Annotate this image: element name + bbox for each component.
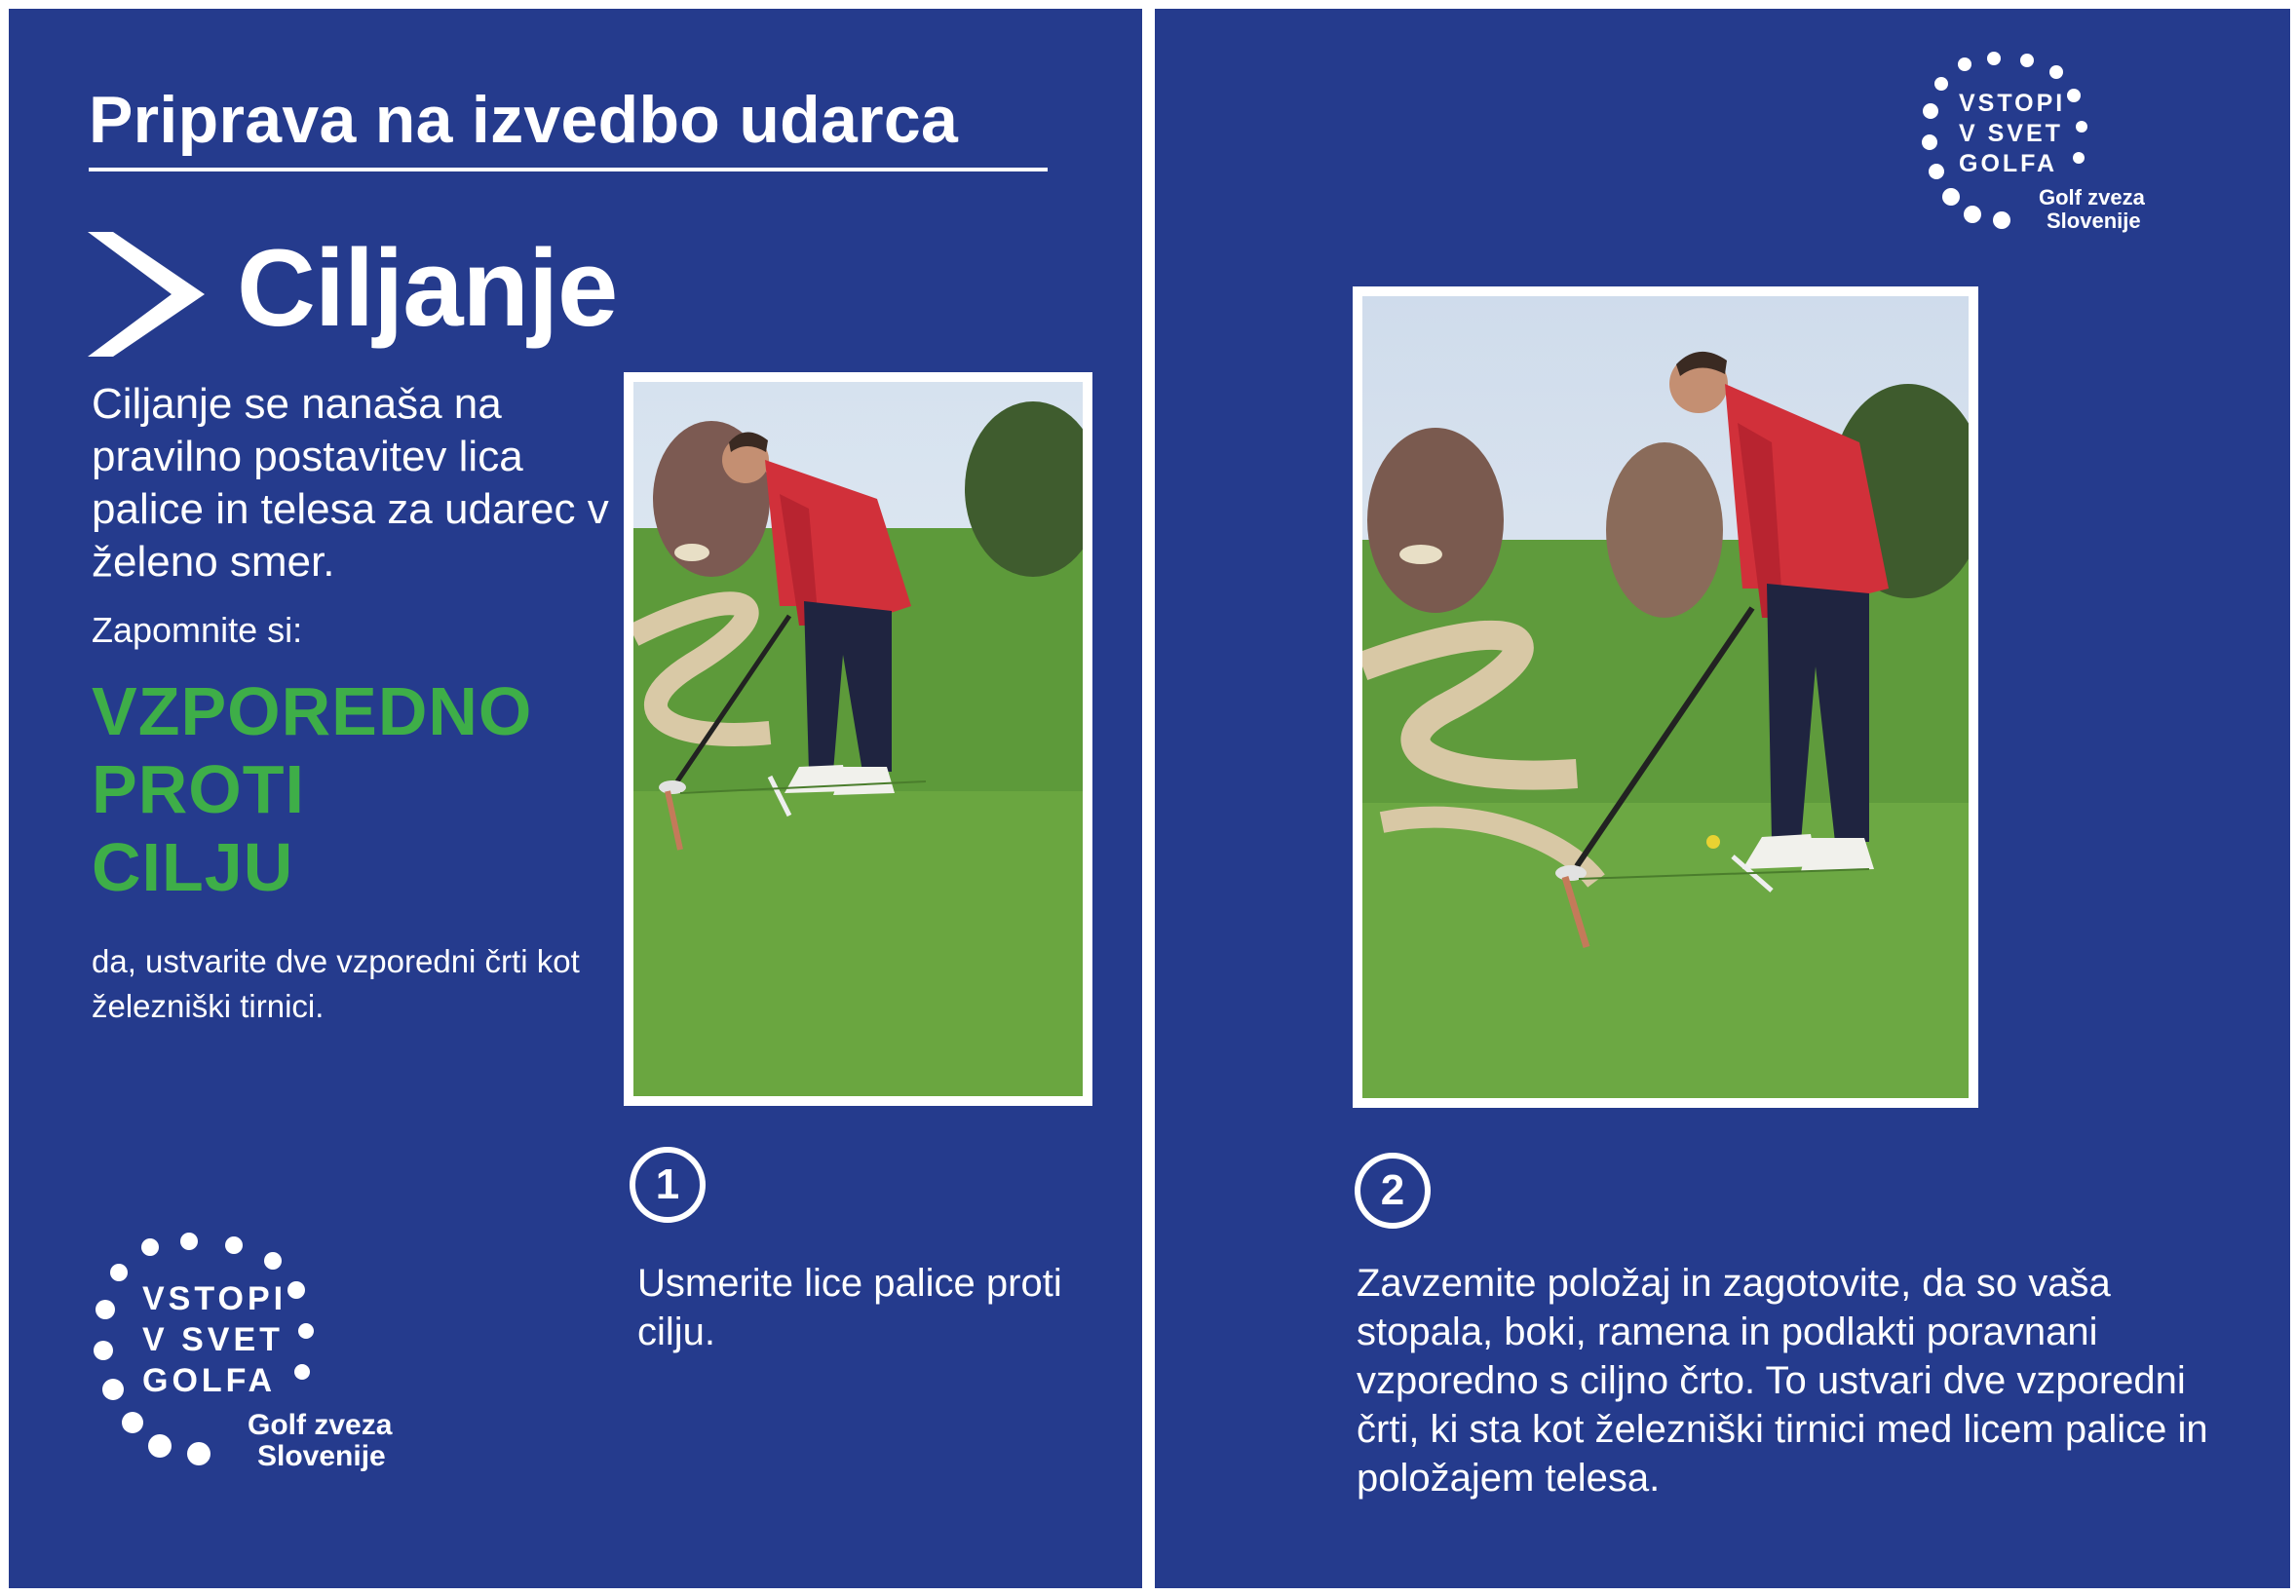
- chevron-right-icon: [88, 232, 205, 357]
- step-2-badge: 2: [1355, 1153, 1431, 1229]
- golfer-photo-2: [1353, 286, 1978, 1108]
- highlight-line: CILJU: [92, 829, 294, 905]
- vstopi-v-svet-golfa-logo: [90, 1230, 440, 1483]
- step-1-badge: 1: [630, 1147, 706, 1223]
- note-text: da, ustvarite dve vzporedni črti kot železniški tirnici.: [92, 943, 580, 1024]
- logo-line: VSTOPI: [1959, 90, 2066, 117]
- step-1-text: Usmerite lice palice proti cilju.: [637, 1262, 1062, 1353]
- logo-org-line: Golf zveza: [248, 1409, 393, 1441]
- page-header: Priprava na izvedbo udarca: [89, 83, 959, 157]
- intro-text: Ciljanje se nanaša na pravilno postavitev lica palice in telesa za udarec v želeno smer.: [92, 380, 609, 586]
- logo-org-line: Golf zveza: [2039, 185, 2145, 209]
- header-underline: [89, 168, 1048, 171]
- logo-line: V SVET: [142, 1321, 284, 1358]
- golfer-illustration: [1362, 296, 1969, 1098]
- highlight-line: VZPOREDNO: [92, 673, 533, 749]
- section-title: Ciljanje: [237, 227, 618, 349]
- remember-label: Zapomnite si:: [92, 610, 303, 650]
- vstopi-v-svet-golfa-logo: [1918, 51, 2181, 246]
- highlight-text: [92, 672, 637, 906]
- logo-line: GOLFA: [142, 1362, 277, 1399]
- highlight-line: PROTI: [92, 751, 305, 827]
- golfer-illustration: [633, 382, 1083, 1096]
- logo-org-line: Slovenije: [2047, 209, 2141, 233]
- logo-line: GOLFA: [1959, 150, 2058, 177]
- logo-org-line: Slovenije: [257, 1440, 386, 1472]
- logo-line: VSTOPI: [142, 1280, 287, 1317]
- logo-line: V SVET: [1959, 120, 2063, 147]
- golfer-photo-1: [624, 372, 1092, 1106]
- step-2-text: Zavzemite položaj in zagotovite, da so vaša stopala, boki, ramena in podlakti poravnani vzporedno s ciljno črto. To ustvari dve vzporedni črti, ki sta kot železniški tirnici med licem palice in položajem telesa.: [1357, 1262, 2208, 1500]
